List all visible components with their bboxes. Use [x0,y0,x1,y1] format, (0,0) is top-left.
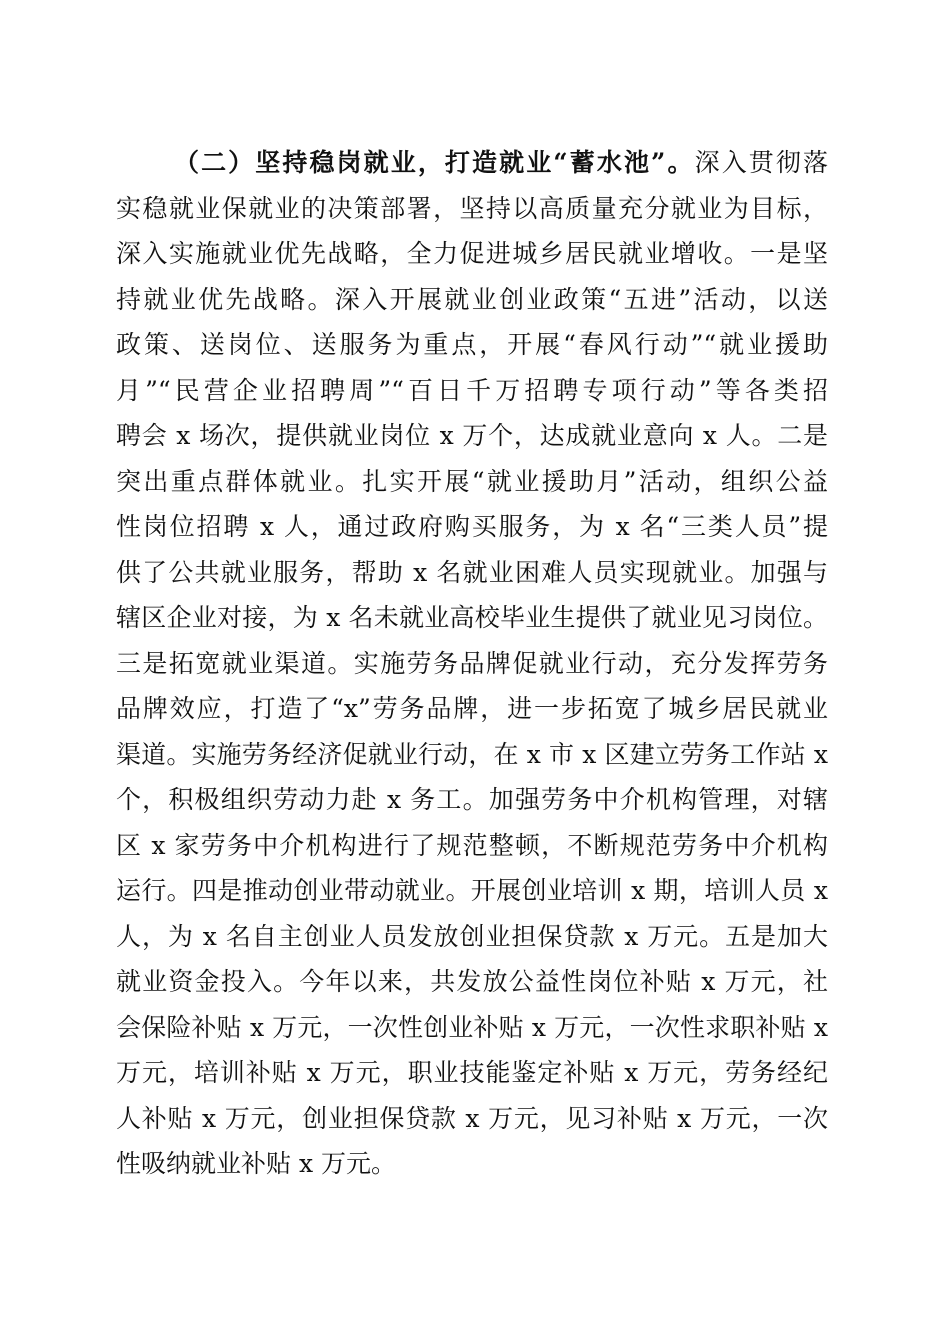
paragraph-line: 突出重点群体就业。扎实开展“就业援助月”活动，组织公益 [116,466,828,496]
paragraph-line: 个，积极组织劳动力赴 x 务工。加强劳务中介机构管理，对辖 [116,785,828,814]
paragraph-line: 月”“民营企业招聘周”“百日千万招聘专项行动”等各类招 [116,375,828,405]
paragraph-text: 深入贯彻落 [694,148,828,177]
paragraph-line: 渠道。实施劳务经济促就业行动，在 x 市 x 区建立劳务工作站 x [116,739,828,769]
paragraph-line: 聘会 x 场次，提供就业岗位 x 万个，达成就业意向 x 人。二是 [116,421,828,450]
paragraph-line: 三是拓宽就业渠道。实施劳务品牌促就业行动，充分发挥劳务 [116,648,828,678]
paragraph-line: 人，为 x 名自主创业人员发放创业担保贷款 x 万元。五是加大 [116,921,828,951]
paragraph-line: 区 x 家劳务中介机构进行了规范整顿，不断规范劳务中介机构 [116,830,828,860]
paragraph-line: 实稳就业保就业的决策部署，坚持以高质量充分就业为目标， [116,193,828,223]
paragraph-line: 万元，培训补贴 x 万元，职业技能鉴定补贴 x 万元，劳务经纪 [116,1058,828,1087]
paragraph-line: 品牌效应，打造了“x”劳务品牌，进一步拓宽了城乡居民就业 [116,694,828,723]
paragraph-line: 政策、送岗位、送服务为重点，开展“春风行动”“就业援助 [116,330,828,359]
paragraph-line: 辖区企业对接，为 x 名未就业高校毕业生提供了就业见习岗位。 [116,603,828,632]
paragraph-line: 人补贴 x 万元，创业担保贷款 x 万元，见习补贴 x 万元，一次 [116,1103,828,1133]
paragraph-line: 深入实施就业优先战略，全力促进城乡居民就业增收。一是坚 [116,239,828,268]
paragraph-line: 会保险补贴 x 万元，一次性创业补贴 x 万元，一次性求职补贴 x [116,1012,828,1042]
paragraph-line: 持就业优先战略。深入开展就业创业政策“五进”活动，以送 [116,284,828,314]
body-paragraph [116,140,828,1187]
paragraph-line: 运行。四是推动创业带动就业。开展创业培训 x 期，培训人员 x [116,876,828,905]
paragraph-line [116,140,828,186]
paragraph-line: 供了公共就业服务，帮助 x 名就业困难人员实现就业。加强与 [116,557,828,587]
paragraph-line: 就业资金投入。今年以来，共发放公益性岗位补贴 x 万元，社 [116,967,828,996]
section-heading: （二）坚持稳岗就业，打造就业“蓄水池”。 [174,148,695,177]
paragraph-line: 性吸纳就业补贴 x 万元。 [116,1149,396,1178]
paragraph-line: 性岗位招聘 x 人，通过政府购买服务，为 x 名“三类人员”提 [116,512,828,541]
